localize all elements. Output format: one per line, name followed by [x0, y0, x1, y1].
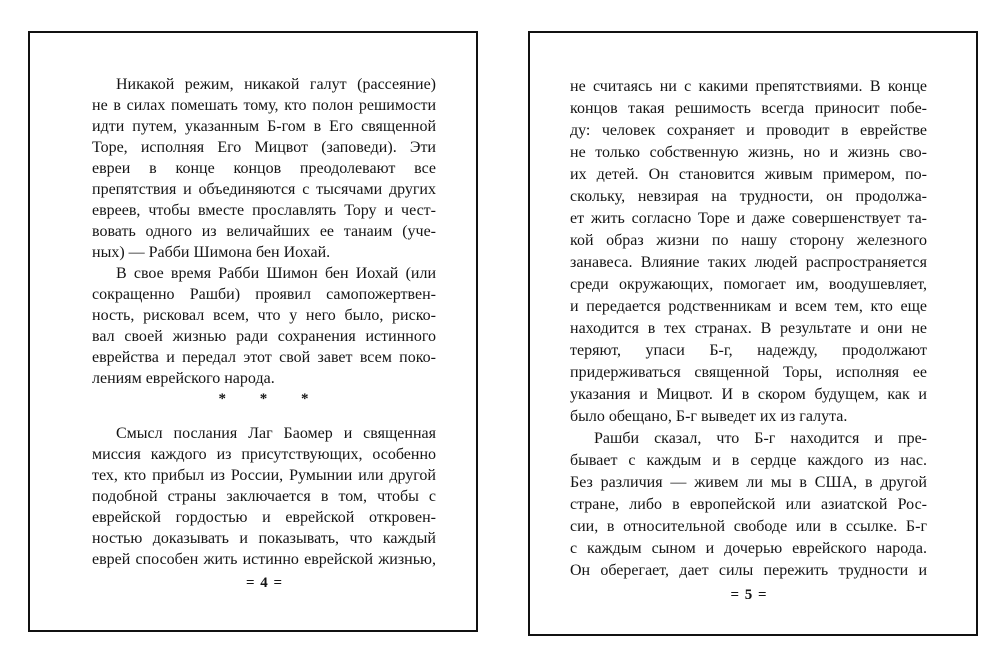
- text-line: Он оберегает, дает силы пережить трудности и: [570, 562, 927, 579]
- paragraph: [92, 74, 436, 263]
- text-line: стране, либо в европейской или азиатской Рос-: [570, 496, 927, 513]
- section-separator: * * *: [218, 391, 310, 407]
- text-line: не считаясь ни с какими препятствиями. В конце: [570, 78, 927, 95]
- paragraph: [92, 263, 436, 389]
- text-line: еврей способен жить истинно еврейской жизнью,: [92, 551, 436, 568]
- text-line: и передается родственникам и всем тем, кто еще: [570, 298, 927, 315]
- text-line: еврейства и передал этот свой завет всем поко-: [92, 349, 436, 366]
- text-line: придерживаться священной Торы, исполняя ее: [570, 364, 927, 381]
- text-line: сии, в относительной свободе или в ссылке. Б-г: [570, 518, 927, 535]
- text-line: ностью доказывать и показывать, что каждый: [92, 530, 436, 547]
- text-line: сокращенно Рашби) проявил самопожертвен-: [92, 286, 436, 303]
- text-line: вовать одного из величайших ее танаим (уче-: [92, 223, 436, 240]
- paragraph: [570, 428, 927, 582]
- text-line: находится в тех странах. В результате и они не: [570, 320, 927, 337]
- text-line: указания и Мицвот. И в скором будущем, как и: [570, 386, 927, 403]
- text-line: Торе, исполняя Его Мицвот (заповеди). Эти: [92, 139, 436, 156]
- text-line: евреи в конце концов преодолевают все: [92, 160, 436, 177]
- text-line: вал своей жизнью ради сохранения истинного: [92, 328, 436, 345]
- page-4-number: = 4 =: [245, 575, 283, 591]
- text-line: лениям еврейского народа.: [92, 370, 275, 387]
- text-line: кой образ жизни по нашу сторону железного: [570, 232, 927, 249]
- page-4-text: [92, 74, 436, 570]
- text-line: среди окружающих, помогает им, воодушевляет,: [570, 276, 927, 293]
- text-line: еврейской гордостью и еврейской откровен-: [92, 509, 436, 526]
- text-line: занавеса. Влияние таких людей распространяется: [570, 254, 927, 271]
- text-line: не только собственную жизнь, но и жизнь сво-: [570, 144, 927, 161]
- text-line: с каждым сыном и дочерью еврейского народа.: [570, 540, 927, 557]
- text-line: их детей. Он становится живым примером, по-: [570, 166, 927, 183]
- text-line: скольку, невзирая на трудности, он продолжа-: [570, 188, 927, 205]
- text-line: ных) — Рабби Шимона бен Иохай.: [92, 244, 331, 261]
- text-line: миссия каждого из присутствующих, особенно: [92, 446, 436, 463]
- paragraph: [570, 76, 927, 428]
- text-line: Рашби сказал, что Б-г находится и пре-: [594, 430, 927, 447]
- page-5: [528, 31, 978, 636]
- text-line: бывает с каждым и в сердце каждого из нас.: [570, 452, 927, 469]
- text-line: ет жить согласно Торе и даже совершенствует та-: [570, 210, 927, 227]
- text-line: Без различия — живем ли мы в США, в другой: [570, 474, 927, 491]
- text-line: препятствия и объединяются с тысячами других: [92, 181, 436, 198]
- text-line: Никакой режим, никакой галут (рассеяние): [116, 76, 436, 93]
- text-line: идти путем, указанным Б-гом в Его священной: [92, 118, 436, 135]
- text-line: ность, рисковал всем, что у него было, риско-: [92, 307, 436, 324]
- text-line: евреев, чтобы вместе прославлять Тору и чест-: [92, 202, 436, 219]
- page-5-text: [570, 76, 927, 582]
- page-4: [28, 31, 478, 632]
- page-5-number: = 5 =: [730, 587, 767, 603]
- text-line: было обещано, Б-г выведет их из галута.: [570, 408, 848, 425]
- text-line: подобной страны заключается в том, чтобы с: [92, 488, 436, 505]
- text-line: концов такая решимость всегда приносит побе-: [570, 100, 927, 117]
- text-line: теряют, упаси Б-г, надежду, продолжают: [570, 342, 927, 359]
- text-line: не в силах помешать тому, кто полон решимости: [92, 97, 436, 114]
- paragraph: [92, 423, 436, 570]
- text-line: В свое время Рабби Шимон бен Иохай (или: [116, 265, 436, 282]
- text-line: тех, кто прибыл из России, Румынии или другой: [92, 467, 436, 484]
- text-line: Смысл послания Лаг Баомер и священная: [116, 425, 436, 442]
- text-line: ду: человек сохраняет и проводит в еврействе: [570, 122, 927, 139]
